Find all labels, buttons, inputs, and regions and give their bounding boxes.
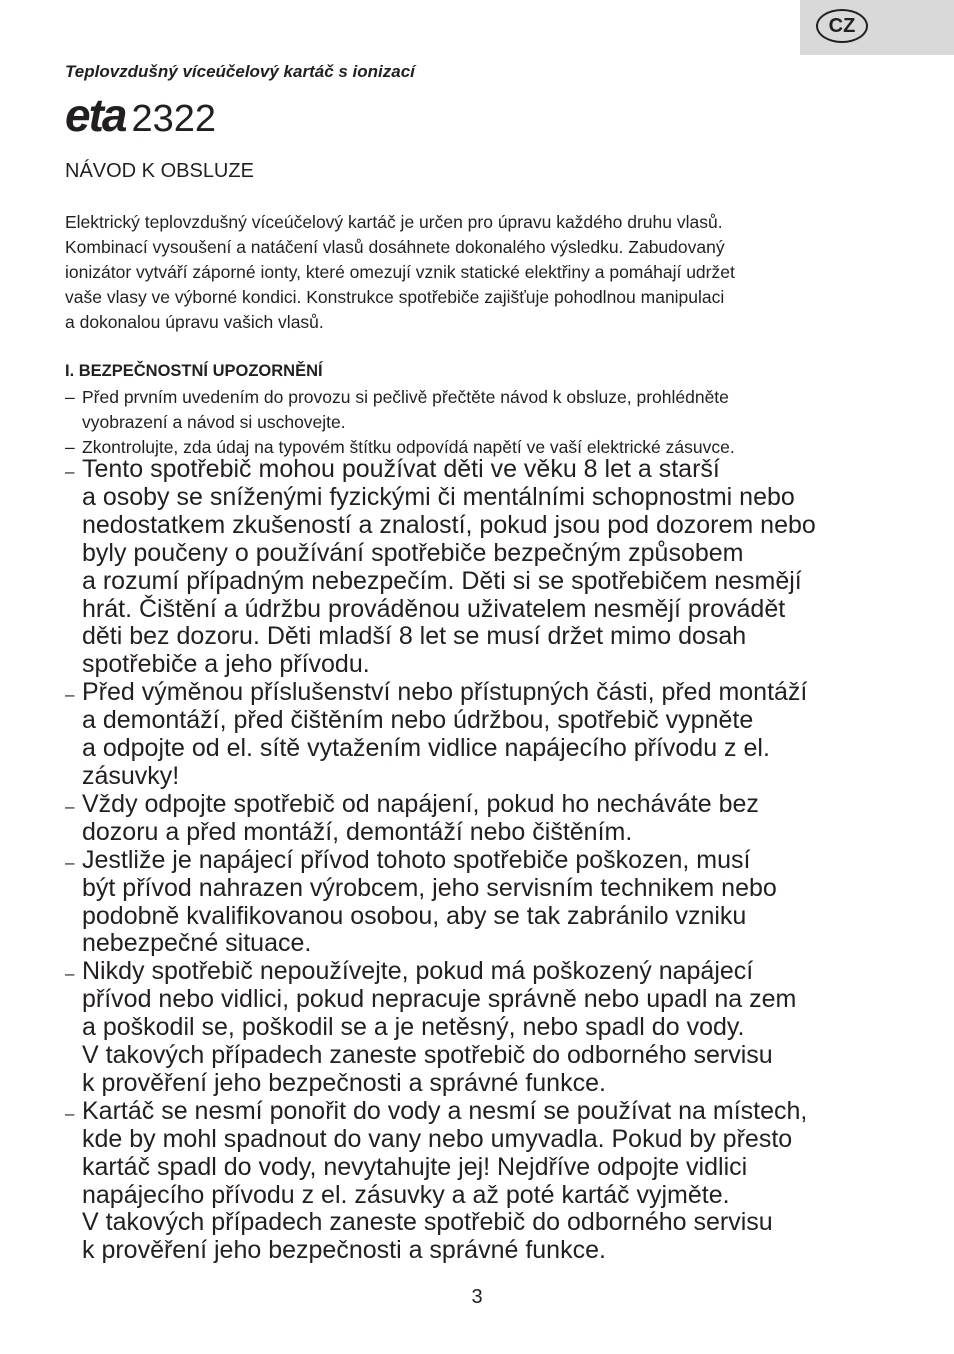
item-line: nebezpečné situace. [82,929,312,958]
item-line: byly poučeny o používání spotřebiče bezpečným způsobem [82,538,744,567]
dash-bullet: – [65,462,75,481]
intro-line: ionizátor vytváří záporné ionty, které omezují vznik statické elektřiny a pomáhají udržet [65,262,735,282]
item-line: a poškodil se, poškodil se a je netěsný, nebo spadl do vody. [82,1013,745,1042]
list-item [65,847,895,959]
brand-logo: eta [65,89,126,141]
item-line: Před prvním uvedením do provozu si pečlivě přečtěte návod k obsluze, prohlédněte [82,387,729,407]
item-line: kartáč spadl do vody, nevytahujte jej! Nejdříve odpojte vidlici [82,1152,748,1181]
dash-bullet: – [65,387,75,407]
item-line: nedostatkem zkušeností a znalostí, pokud jsou pod dozorem nebo [82,510,816,539]
item-line: Nikdy spotřebič nepoužívejte, pokud má poškozený napájecí [82,957,754,986]
language-badge: CZ [816,9,868,43]
item-line: dozoru a před montáží, demontáží nebo čištěním. [82,817,633,846]
item-line: a osoby se sníženými fyzickými či mentálními schopnostmi nebo [82,482,795,511]
page-number: 3 [471,1286,483,1308]
list-item [65,679,895,791]
intro-line: a dokonalou úpravu vašich vlasů. [65,312,324,332]
dash-bullet: – [65,1103,75,1123]
item-line: být přívod nahrazen výrobcem, jeho servisním technikem nebo [82,873,777,902]
item-line: zásuvky! [82,761,180,790]
item-line: Jestliže je napájecí přívod tohoto spotřebiče poškozen, musí [82,845,751,874]
list-item [65,385,895,435]
dash-bullet: – [65,685,75,705]
intro-line: vaše vlasy ve výborné kondici. Konstrukce spotřebiče zajišťuje pohodlnou manipulaci [65,287,725,307]
item-line: hrát. Čištění a údržbu prováděnou uživatelem nesmějí provádět [82,594,786,623]
model-number: 2322 [131,98,217,140]
item-line: vyobrazení a návod si uschovejte. [82,412,346,432]
item-line: a odpojte od el. sítě vytažením vidlice napájecího přívodu z el. [82,734,770,763]
list-item [65,456,895,679]
item-line: V takových případech zaneste spotřebič do odborného servisu [82,1208,773,1237]
safety-list-large [65,456,895,1265]
manual-title: NÁVOD K OBSLUZE [65,160,254,182]
item-line: Vždy odpojte spotřebič od napájení, pokud ho necháváte bez [82,789,759,818]
dash-bullet: – [65,964,75,984]
item-line: kde by mohl spadnout do vany nebo umyvadla. Pokud by přesto [82,1124,793,1153]
item-line: k prověření jeho bezpečnosti a správné funkce. [82,1236,606,1265]
intro-line: Kombinací vysoušení a natáčení vlasů dosáhnete dokonalého výsledku. Zabudovaný [65,237,725,257]
list-item [65,1098,895,1265]
item-line: V takových případech zaneste spotřebič do odborného servisu [82,1041,773,1070]
product-subtitle: Teplovzdušný víceúčelový kartáč s ionizací [65,62,415,81]
dash-bullet: – [65,796,75,816]
item-line: podobně kvalifikovanou osobou, aby se tak zabránilo vzniku [82,901,747,930]
item-line: Tento spotřebič mohou používat děti ve věku 8 let a starší [82,455,720,483]
intro-paragraph [65,210,885,335]
item-line: k prověření jeho bezpečnosti a správné funkce. [82,1068,606,1097]
item-line: a rozumí případným nebezpečím. Děti si se spotřebičem nesmějí [82,566,802,595]
list-item [65,791,895,847]
list-item [65,958,895,1098]
section-title: I. BEZPEČNOSTNÍ UPOZORNĚNÍ [65,362,323,380]
item-line: Před výměnou příslušenství nebo přístupných části, před montáží [82,678,808,707]
item-line: spotřebiče a jeho přívodu. [82,650,370,679]
item-line: Zkontrolujte, zda údaj na typovém štítku odpovídá napětí ve vaší elektrické zásuvce. [82,437,735,457]
item-line: napájecího přívodu z el. zásuvky a až poté kartáč vyjměte. [82,1180,730,1209]
dash-bullet: – [65,852,75,872]
safety-list-small [65,385,895,460]
dash-bullet: – [65,437,75,457]
intro-line: Elektrický teplovzdušný víceúčelový kartáč je určen pro úpravu každého druhu vlasů. [65,212,723,232]
item-line: přívod nebo vidlici, pokud nepracuje správně nebo upadl na zem [82,985,797,1014]
item-line: Kartáč se nesmí ponořit do vody a nesmí se používat na místech, [82,1096,808,1125]
brand-heading [65,88,216,142]
language-tab [800,0,954,55]
item-line: děti bez dozoru. Děti mladší 8 let se musí držet mimo dosah [82,622,747,651]
item-line: a demontáží, před čištěním nebo údržbou, spotřebič vypněte [82,706,754,735]
